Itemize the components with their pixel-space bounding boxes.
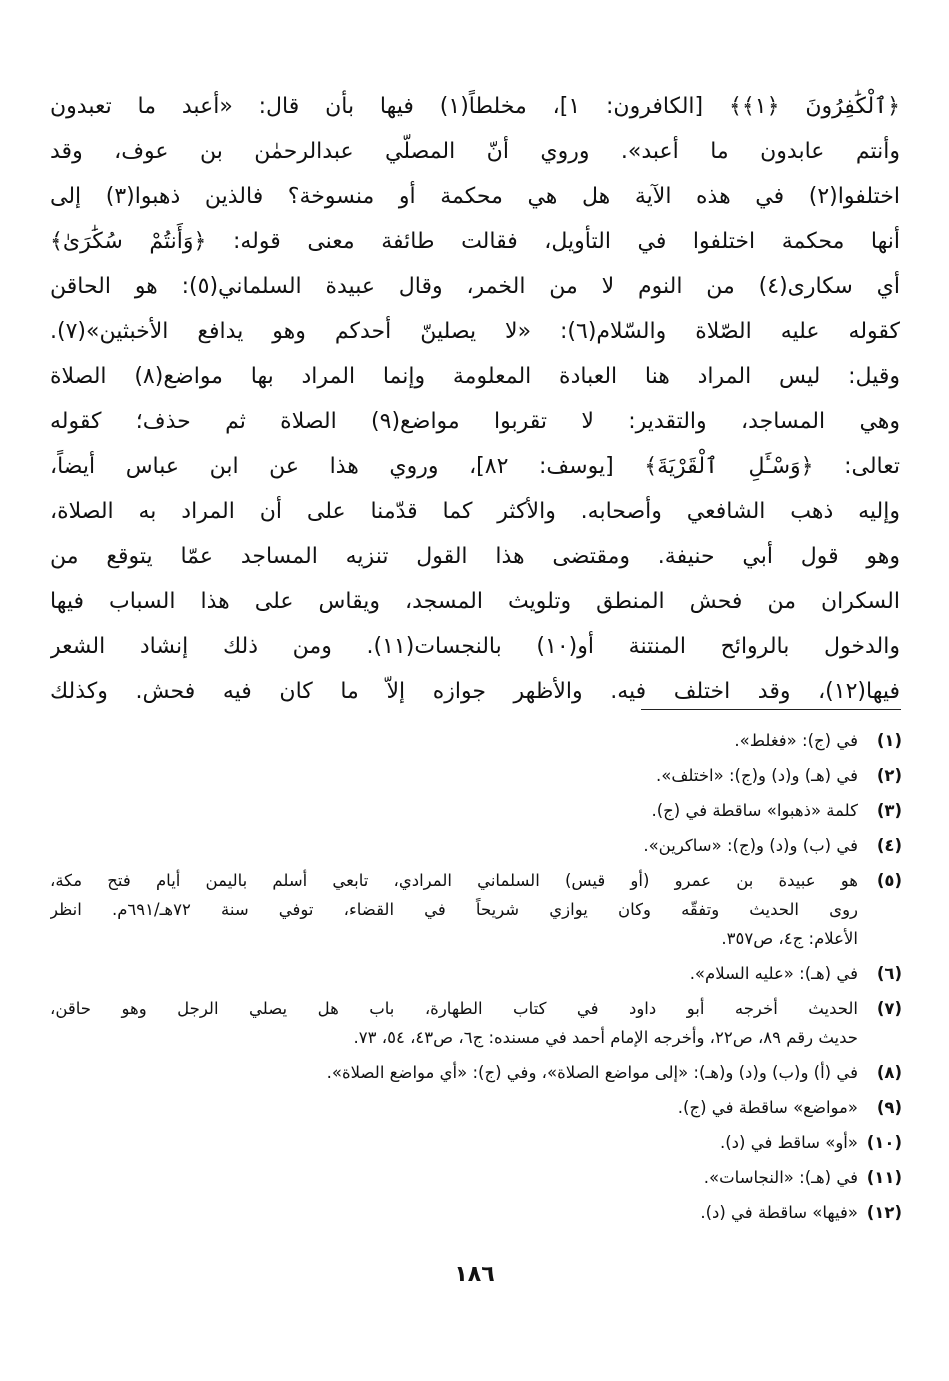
text-line: وهو قول أبي حنيفة. ومقتضى هذا القول تنزيه المساجد عمّا يتوقع من	[50, 544, 900, 569]
footnote-number: (٣)	[876, 801, 902, 820]
footnote-text	[50, 796, 858, 825]
footnote	[50, 959, 902, 988]
footnote-line: في (هـ): «النجاسات».	[703, 1168, 858, 1187]
footnote	[50, 994, 902, 1052]
footnote-line: حديث رقم ٨٩، ص٢٢، وأخرجه الإمام أحمد في مسنده: ج٦، ص٤٣، ٥٤، ٧٣.	[353, 1028, 858, 1047]
footnote-number: (٩)	[876, 1098, 902, 1117]
footnote-line: «فيها» ساقطة في (د).	[700, 1203, 858, 1222]
footnote	[50, 866, 902, 953]
footnote	[50, 1093, 902, 1122]
footnote-text	[50, 1093, 858, 1122]
footnote-line: روى الحديث وتفقّه وكان يوازي شريحاً في القضاء، توفي سنة ٧٢هـ/٦٩١م. انظر	[50, 900, 858, 919]
footnote-text	[50, 761, 858, 790]
footnote-text	[50, 726, 858, 755]
footnote-text	[50, 1198, 858, 1227]
footnote-text	[50, 866, 858, 953]
footnote-text	[50, 994, 858, 1052]
text-line: أنها محكمة اختلفوا في التأويل، فقالت طائفة معنى قوله: ﴿وَأَنتُمْ سُكَٰرَىٰ﴾	[50, 229, 900, 254]
footnote-number: (٤)	[876, 836, 902, 855]
footnote	[50, 761, 902, 790]
text-line: ﴿ٱلْكَٰفِرُونَ ﴿١﴾﴾ [الكافرون: ١]، مخلطاً(١) فيها بأن قال: «أعبد ما تعبدون	[50, 94, 900, 119]
footnote-separator	[641, 709, 901, 710]
footnote-line: «مواضع» ساقطة في (ج).	[677, 1098, 858, 1117]
text-line: وإليه ذهب الشافعي وأصحابه. والأكثر كما قدّمنا على أن المراد به الصلاة،	[50, 499, 900, 524]
footnote-line: الأعلام: ج٤، ص٣٥٧.	[721, 929, 858, 948]
footnote	[50, 1058, 902, 1087]
text-line: تعالى: ﴿وَسْـَٔلِ ٱلْقَرْيَةَ﴾ [يوسف: ٨٢]، وروي هذا عن ابن عباس أيضاً،	[50, 454, 900, 479]
footnote	[50, 796, 902, 825]
text-line: أي سكارى(٤) من النوم لا من الخمر، وقال عبيدة السلماني(٥): هو الحاقن	[50, 274, 900, 299]
footnote-text	[50, 831, 858, 860]
footnote-line: في (هـ): «عليه السلام».	[689, 964, 858, 983]
footnote-line: كلمة «ذهبوا» ساقطة في (ج).	[651, 801, 858, 820]
footnote	[50, 726, 902, 755]
footnote-number: (١٢)	[866, 1203, 902, 1222]
footnote	[50, 831, 902, 860]
footnote-line: هو عبيدة بن عمرو (أو قيس) السلماني المرادي، تابعي أسلم باليمن أيام فتح مكة،	[50, 871, 858, 890]
text-line: والدخول بالروائح المنتنة أو(١٠) بالنجسات(١١). ومن ذلك إنشاد الشعر	[50, 634, 900, 659]
footnote-text	[50, 1058, 858, 1087]
footnote	[50, 1198, 902, 1227]
main-text	[50, 84, 900, 714]
text-line: اختلفوا(٢) في هذه الآية هل هي محكمة أو منسوخة؟ فالذين ذهبوا(٣) إلى	[50, 184, 900, 209]
footnote	[50, 1128, 902, 1157]
footnote-text	[50, 959, 858, 988]
footnote-line: في (ج): «فغلط».	[734, 731, 858, 750]
text-line: وهي المساجد، والتقدير: لا تقربوا مواضع(٩) الصلاة ثم حذف؛ كقوله	[50, 409, 900, 434]
footnote-number: (١)	[876, 731, 902, 750]
text-line: وأنتم عابدون ما أعبد». وروي أنّ المصلّي عبدالرحمٰن بن عوف، وقد	[50, 139, 900, 164]
footnote-number: (٢)	[876, 766, 902, 785]
page-number: ١٨٦	[454, 1262, 495, 1287]
footnote-number: (١١)	[866, 1168, 902, 1187]
text-line: كقوله عليه الصّلاة والسّلام(٦): «لا يصلينّ أحدكم وهو يدافع الأخبثين»(٧).	[50, 319, 900, 344]
text-line: فيها(١٢)، وقد اختلف فيه. والأظهر جوازه إلاّ ما كان فيه فحش. وكذلك	[50, 679, 900, 704]
footnote	[50, 1163, 902, 1192]
footnote-line: الحديث أخرجه أبو داود في كتاب الطهارة، باب هل يصلي الرجل وهو حاقن،	[50, 999, 858, 1018]
footnote-line: في (هـ) و(د) و(ج): «اختلف».	[655, 766, 858, 785]
footnote-number: (١٠)	[866, 1133, 902, 1152]
text-line: وقيل: ليس المراد هنا العبادة المعلومة وإنما المراد بها مواضع(٨) الصلاة	[50, 364, 900, 389]
footnote-number: (٨)	[876, 1063, 902, 1082]
footnote-number: (٧)	[876, 999, 902, 1018]
footnote-line: في (أ) و(ب) و(د) و(هـ): «إلى مواضع الصلاة»، وفي (ج): «أي مواضع الصلاة».	[326, 1063, 858, 1082]
footnote-text	[50, 1163, 858, 1192]
text-line: السكران من فحش المنطق وتلويث المسجد، ويقاس على هذا السباب فيها	[50, 589, 900, 614]
footnote-line: «أو» ساقط في (د).	[720, 1133, 858, 1152]
footnote-number: (٦)	[876, 964, 902, 983]
footnote-number: (٥)	[876, 871, 902, 890]
footnotes	[50, 726, 902, 1233]
footnote-line: في (ب) و(د) و(ج): «ساكرين».	[643, 836, 858, 855]
footnote-text	[50, 1128, 858, 1157]
